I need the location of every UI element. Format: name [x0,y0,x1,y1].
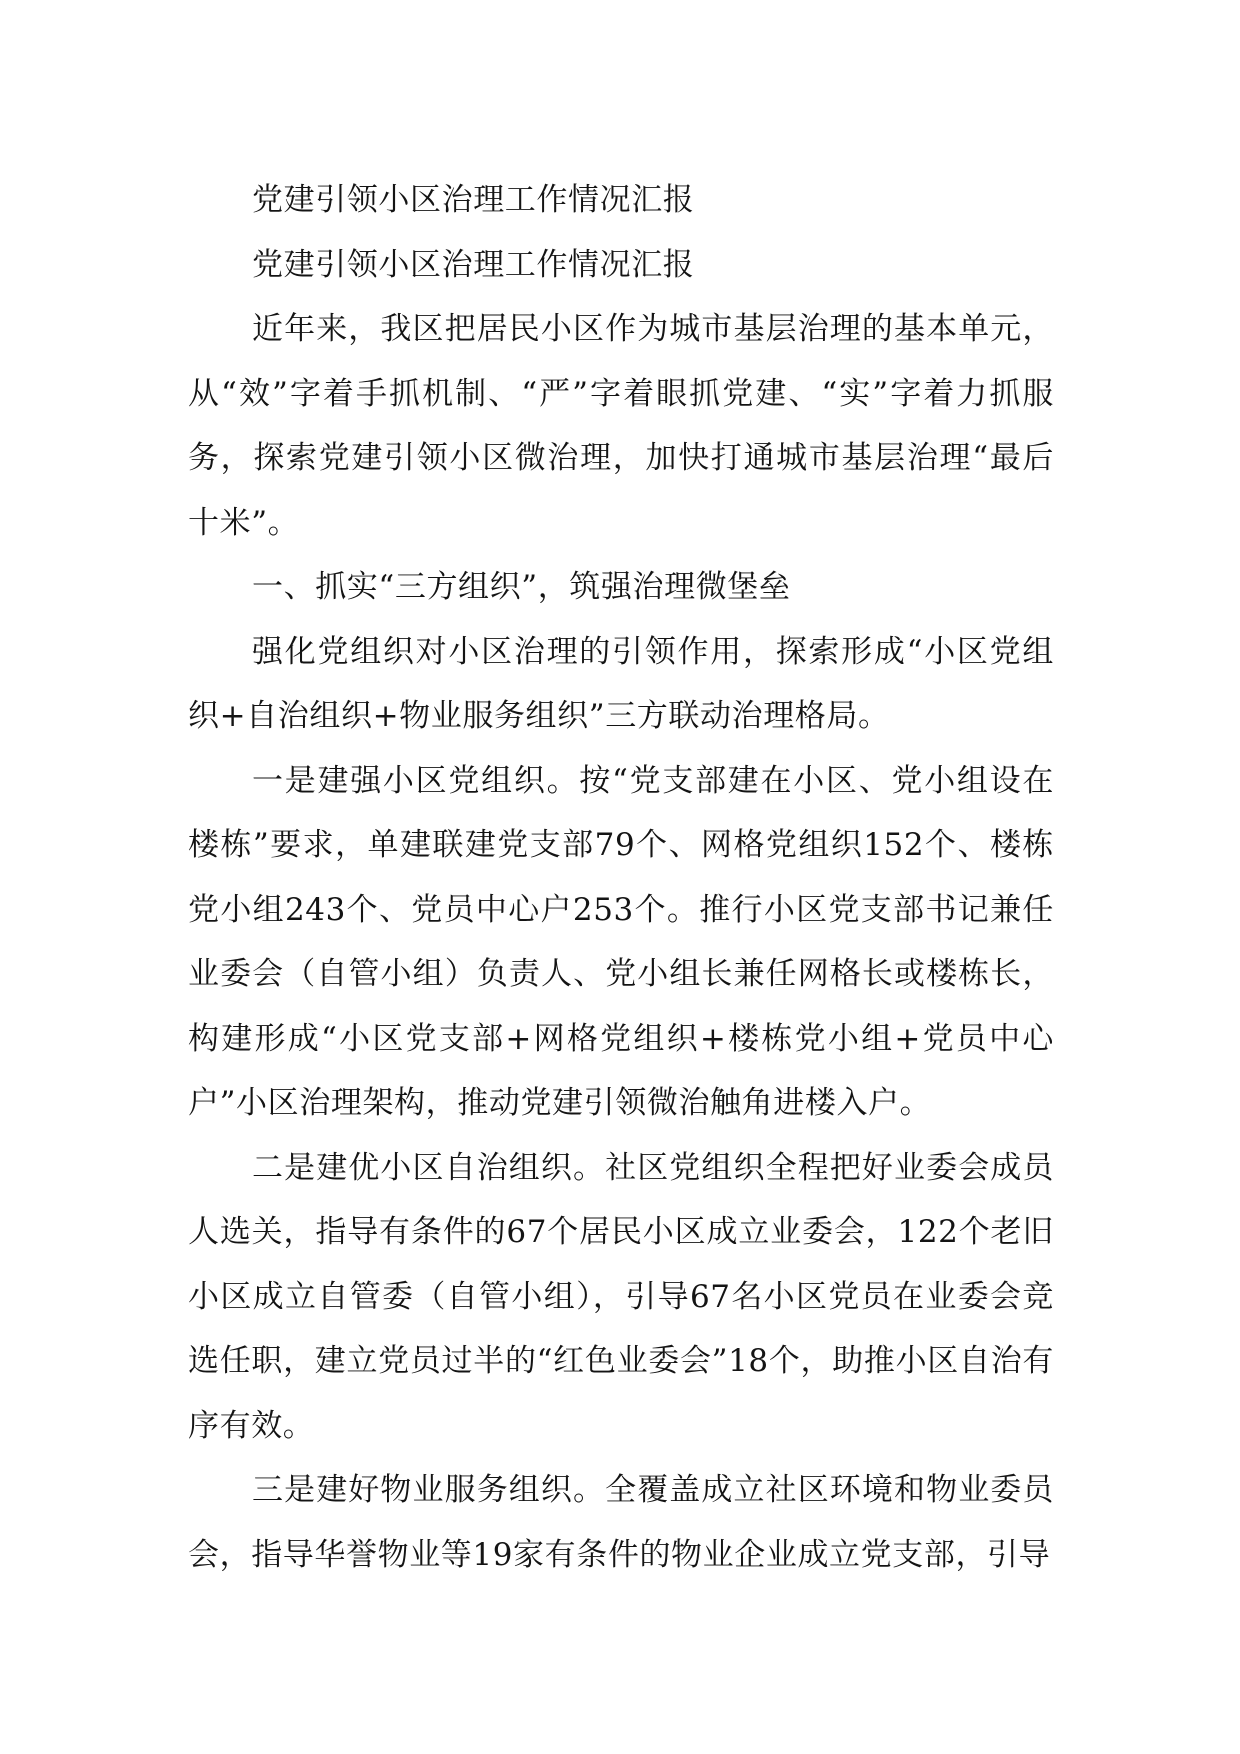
point-two-paragraph: 二是建优小区自治组织。社区党组织全程把好业委会成员人选关，指导有条件的67个居民小区成立业委会，122个老旧小区成立自管委（自管小组），引导67名小区党员在业委会竞选任职，建立党员过半的“红色业委会”18个，助推小区自治有序有效。 [188,1149,1054,1444]
intro-paragraph: 近年来，我区把居民小区作为城市基层治理的基本单元，从“效”字着手抓机制、“严”字着眼抓党建、“实”字着力抓服务，探索党建引领小区微治理，加快打通城市基层治理“最后十米”。 [188,311,1054,541]
point-one-paragraph: 一是建强小区党组织。按“党支部建在小区、党小组设在楼栋”要求，单建联建党支部79个、网格党组织152个、楼栋党小组243个、党员中心户253个。推行小区党支部书记兼任业委会（自管小组）负责人、党小组长兼任网格长或楼栋长，构建形成“小区党支部+网格党组织+楼栋党小组+党员中心户”小区治理架构，推动党建引领微治触角进楼入户。 [188,762,1054,1121]
document-subtitle: 党建引领小区治理工作情况汇报 [252,246,695,283]
document-body [188,168,1054,1587]
point-three-paragraph: 三是建好物业服务组织。全覆盖成立社区环境和物业委员会，指导华誉物业等19家有条件的物业企业成立党支部，引导 [188,1472,1054,1573]
document-title: 党建引领小区治理工作情况汇报 [252,182,695,218]
section-intro-paragraph: 强化党组织对小区治理的引领作用，探索形成“小区党组织+自治组织+物业服务组织”三方联动治理格局。 [188,633,1054,734]
section-heading: 一、抓实“三方组织”，筑强治理微堡垒 [252,569,791,605]
